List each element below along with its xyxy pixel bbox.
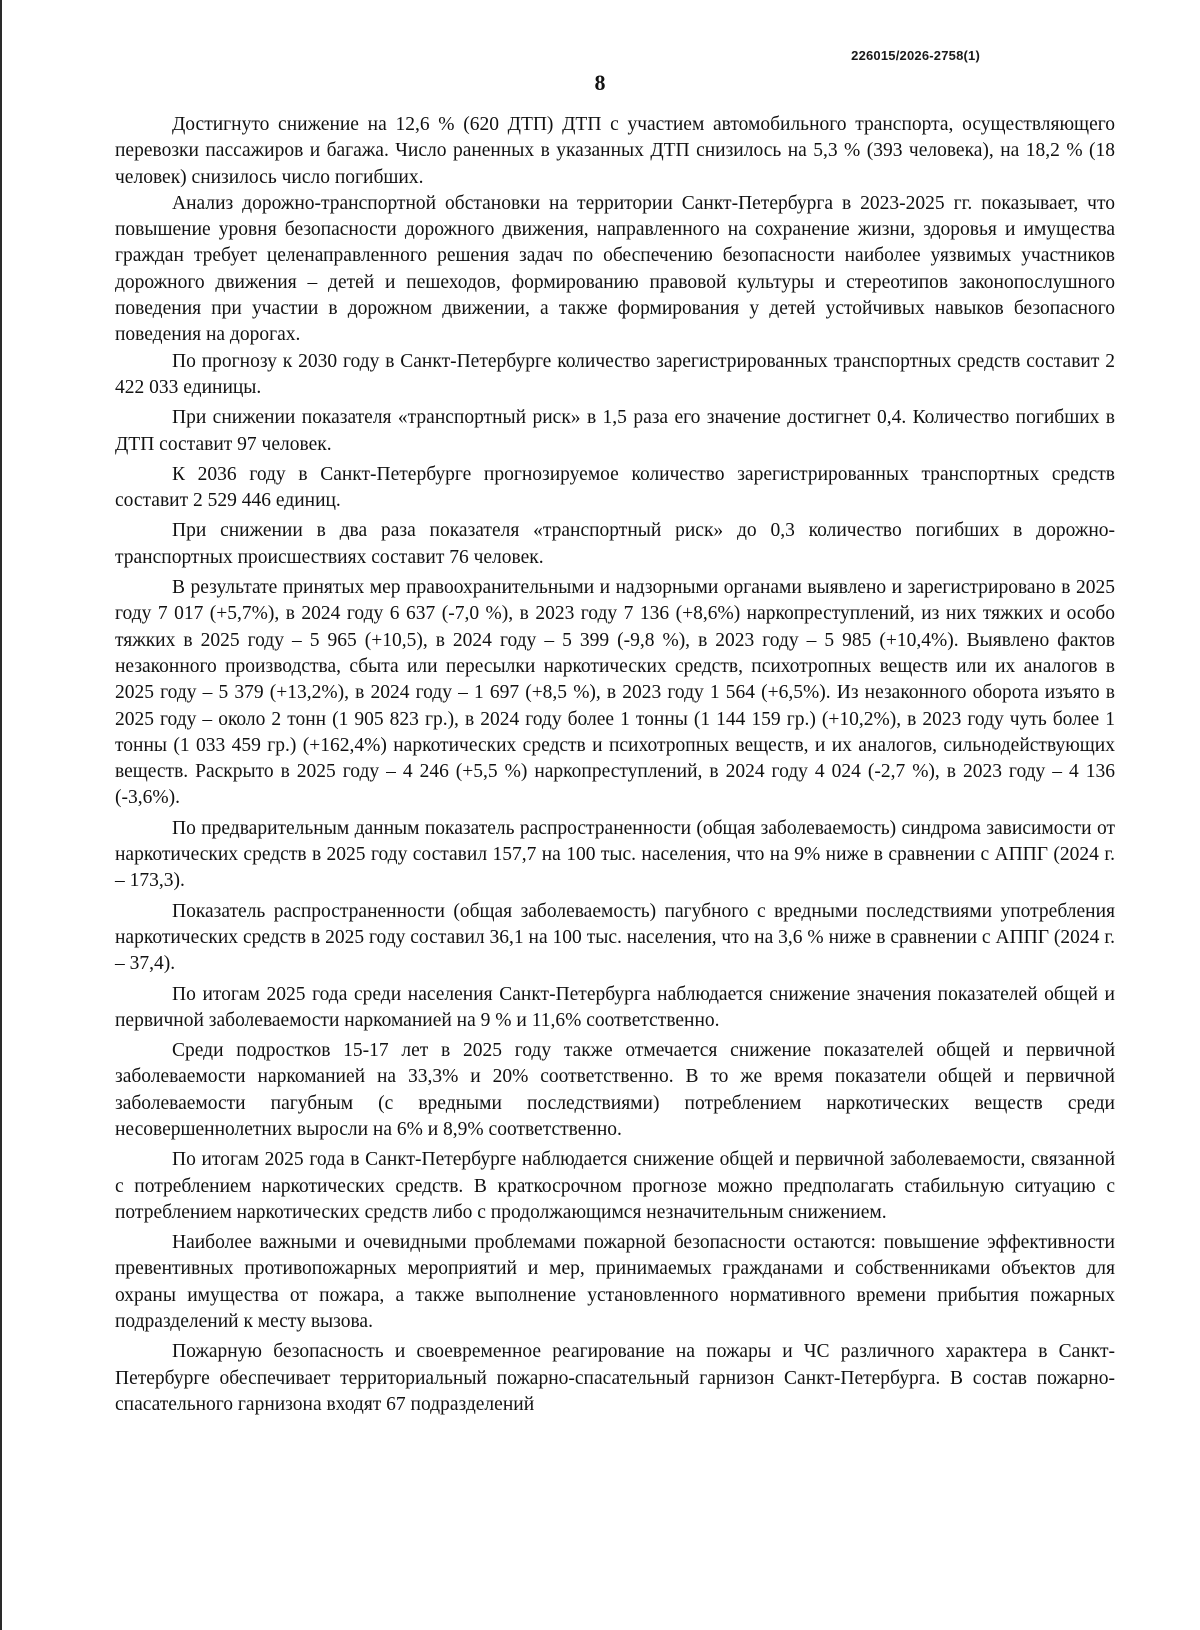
paragraph-forecast-2030: По прогнозу к 2030 году в Санкт-Петербурге количество зарегистрированных транспортных средств составит 2 422 033 единицы.	[115, 350, 1115, 398]
scan-edge	[0, 0, 2, 1630]
paragraph-adolescents: Среди подростков 15-17 лет в 2025 году также отмечается снижение показателей общей и первичной заболеваемости наркоманией на 33,3% и 20% соответственно. В то же время показатели общей и первичной заболеваемости пагубным (с вредными последствиями) потреблением наркотических веществ среди несовершеннолетних выросли на 6% и 8,9% соответственно.	[115, 1040, 1115, 1140]
document-registration-number: 226015/2026-2758(1)	[851, 48, 980, 63]
page-number: 8	[594, 70, 606, 95]
paragraph-drug-crimes: В результате принятых мер правоохранительными и надзорными органами выявлено и зарегистрировано в 2025 году 7 017 (+5,7%), в 2024 году 6 637 (-7,0 %), в 2023 году 7 136 (+8,6%) наркопреступлений, из них тяжких и особо тяжких в 2025 году – 5 965 (+10,5), в 2024 году – 5 399 (-9,8 %), в 2023 году – 5 985 (+10,4%). Выявлено фактов незаконного производства, сбыта или пересылки наркотических средств, психотропных веществ или их аналогов в 2025 году – 5 379 (+13,2%), в 2024 году – 1 697 (+8,5 %), в 2023 году 1 564 (+6,5%). Из незаконного оборота изъято в 2025 году – около 2 тонн (1 905 823 гр.), в 2024 году более 1 тонны (1 144 159 гр.) (+10,2%), в 2023 году чуть более 1 тонны (1 033 459 гр.) (+162,4%) наркотических средств и психотропных веществ, и их аналогов, сильнодействующих веществ. Раскрыто в 2025 году – 4 246 (+5,5 %) наркопреступлений, в 2024 году 4 024 (-2,7 %), в 2023 году – 4 136 (-3,6%).	[115, 577, 1115, 809]
document-body	[115, 112, 1115, 1422]
paragraph-forecast-2036: К 2036 году в Санкт-Петербурге прогнозируемое количество зарегистрированных транспортных средств составит 2 529 446 единиц.	[115, 463, 1115, 512]
paragraph-population-decrease: По итогам 2025 года среди населения Санкт-Петербурга наблюдается снижение значения показателей общей и первичной заболеваемости наркоманией на 9 % и 11,6% соответственно.	[115, 983, 1115, 1031]
paragraph-transport-risk-2036: При снижении в два раза показателя «транспортный риск» до 0,3 количество погибших в дорожно-транспортных происшествиях составит 76 человек.	[115, 520, 1115, 568]
paragraph-harmful-use-prevalence: Показатель распространенности (общая заболеваемость) пагубного с вредными последствиями употребления наркотических средств в 2025 году составил 36,1 на 100 тыс. населения, что на 3,6 % ниже в сравнении с АППГ (2024 г. – 37,4).	[115, 900, 1115, 975]
paragraph-fire-safety-problems: Наиболее важными и очевидными проблемами пожарной безопасности остаются: повышение эффективности превентивных противопожарных мероприятий и мер, принимаемых гражданами и собственниками объектов для охраны имущества от пожара, а также выполнение установленного нормативного времени прибытия пожарных подразделений к месту вызова.	[115, 1232, 1115, 1333]
paragraph-bus-accidents: Достигнуто снижение на 12,6 % (620 ДТП) ДТП с участием автомобильного транспорта, осуществляющего перевозки пассажиров и багажа. Число раненных в указанных ДТП снизилось на 5,3 % (393 человека), на 18,2 % (18 человек) снизилось число погибших.	[115, 114, 1115, 188]
paragraph-traffic-analysis: Анализ дорожно-транспортной обстановки на территории Санкт-Петербурга в 2023-2025 гг. показывает, что повышение уровня безопасности дорожного движения, направленного на сохранение жизни, здоровья и имущества граждан требует целенаправленного решения задач по обеспечению безопасности наиболее уязвимых участников дорожного движения – детей и пешеходов, формированию правовой культуры и стереотипов законопослушного поведения при участии в дорожном движении, а также формирования у детей устойчивых навыков безопасного поведения на дорогах.	[115, 192, 1115, 346]
paragraph-fire-garrison: Пожарную безопасность и своевременное реагирование на пожары и ЧС различного характера в Санкт-Петербурге обеспечивает территориальный пожарно-спасательный гарнизон Санкт-Петербурга. В состав пожарно-спасательного гарнизона входят 67 подразделений	[115, 1341, 1115, 1415]
paragraph-transport-risk-2030: При снижении показателя «транспортный риск» в 1,5 раза его значение достигнет 0,4. Количество погибших в ДТП составит 97 человек.	[115, 407, 1115, 455]
paragraph-addiction-prevalence: По предварительным данным показатель распространенности (общая заболеваемость) синдрома зависимости от наркотических средств в 2025 году составил 157,7 на 100 тыс. населения, что на 9% ниже в сравнении с АППГ (2024 г. – 173,3).	[115, 817, 1115, 892]
paragraph-short-term-forecast: По итогам 2025 года в Санкт-Петербурге наблюдается снижение общей и первичной заболеваемости, связанной с потреблением наркотических средств. В краткосрочном прогнозе можно предполагать стабильную ситуацию с потреблением наркотических средств либо с продолжающимся незначительным снижением.	[115, 1149, 1115, 1223]
